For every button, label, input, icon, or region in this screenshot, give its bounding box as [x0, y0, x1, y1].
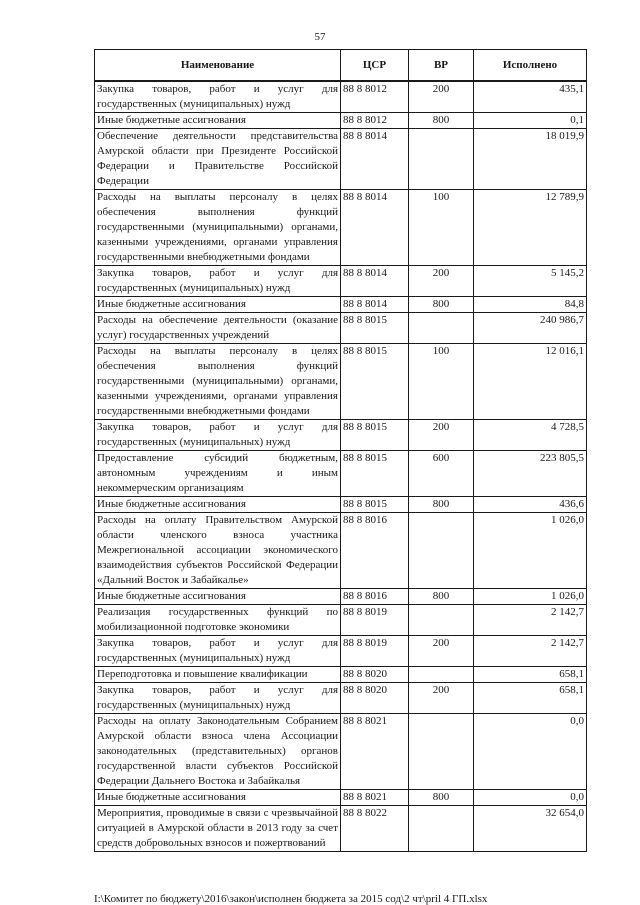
row-vr-cell: 200 [409, 266, 474, 297]
row-done-cell: 0,1 [474, 113, 587, 129]
table-row [95, 297, 587, 313]
row-name-cell: Расходы на выплаты персоналу в целях обеспечения выполнения функций государственными (муниципальными) органами, казенными учреждениями, органами управления государственными внебюджетными фондами [95, 344, 341, 420]
row-csr-cell: 88 8 8016 [341, 513, 409, 589]
row-name-cell: Расходы на выплаты персоналу в целях обеспечения выполнения функций государственными (муниципальными) органами, казенными учреждениями, органами управления государственными внебюджетными фондами [95, 190, 341, 266]
row-done-cell: 5 145,2 [474, 266, 587, 297]
row-csr-cell: 88 8 8015 [341, 451, 409, 497]
row-csr-cell: 88 8 8015 [341, 497, 409, 513]
table-row [95, 806, 587, 852]
row-name-cell: Иные бюджетные ассигнования [95, 497, 341, 513]
table-row [95, 497, 587, 513]
row-name-cell: Реализация государственных функций по мобилизационной подготовке экономики [95, 605, 341, 636]
row-vr-cell: 800 [409, 113, 474, 129]
row-name-cell: Предоставление субсидий бюджетным, автономным учреждениям и иным некоммерческим организациям [95, 451, 341, 497]
row-vr-cell [409, 513, 474, 589]
table-row [95, 667, 587, 683]
row-done-cell: 4 728,5 [474, 420, 587, 451]
row-done-cell: 12 789,9 [474, 190, 587, 266]
row-done-cell: 0,0 [474, 714, 587, 790]
budget-table [94, 49, 587, 852]
table-row [95, 714, 587, 790]
header-csr: ЦСР [341, 50, 409, 82]
row-vr-cell [409, 313, 474, 344]
row-name-cell: Иные бюджетные ассигнования [95, 790, 341, 806]
row-name-cell: Закупка товаров, работ и услуг для государственных (муниципальных) нужд [95, 636, 341, 667]
footer-file-path: I:\Комитет по бюджету\2016\закон\исполнен бюджета за 2015 сод\2 чт\pril 4 ГП.xlsx [94, 893, 488, 905]
row-vr-cell: 200 [409, 683, 474, 714]
row-done-cell: 436,6 [474, 497, 587, 513]
table-row [95, 190, 587, 266]
row-vr-cell: 600 [409, 451, 474, 497]
table-row [95, 113, 587, 129]
row-done-cell: 32 654,0 [474, 806, 587, 852]
row-name-cell: Расходы на обеспечение деятельности (оказание услуг) государственных учреждений [95, 313, 341, 344]
row-csr-cell: 88 8 8021 [341, 790, 409, 806]
table-row [95, 129, 587, 190]
row-csr-cell: 88 8 8014 [341, 297, 409, 313]
row-csr-cell: 88 8 8019 [341, 605, 409, 636]
row-done-cell: 658,1 [474, 667, 587, 683]
row-vr-cell: 800 [409, 589, 474, 605]
row-vr-cell [409, 806, 474, 852]
row-done-cell: 223 805,5 [474, 451, 587, 497]
row-done-cell: 1 026,0 [474, 513, 587, 589]
table-row [95, 683, 587, 714]
row-csr-cell: 88 8 8022 [341, 806, 409, 852]
row-name-cell: Мероприятия, проводимые в связи с чрезвычайной ситуацией в Амурской области в 2013 году за счет средств добровольных взносов и пожертвований [95, 806, 341, 852]
header-name: Наименование [95, 50, 341, 82]
row-vr-cell [409, 714, 474, 790]
row-name-cell: Переподготовка и повышение квалификации [95, 667, 341, 683]
row-csr-cell: 88 8 8021 [341, 714, 409, 790]
row-done-cell: 18 019,9 [474, 129, 587, 190]
table-row [95, 420, 587, 451]
table-header-row [95, 50, 587, 82]
row-csr-cell: 88 8 8014 [341, 190, 409, 266]
row-done-cell: 84,8 [474, 297, 587, 313]
row-vr-cell [409, 667, 474, 683]
header-done: Исполнено [474, 50, 587, 82]
row-name-cell: Закупка товаров, работ и услуг для государственных (муниципальных) нужд [95, 81, 341, 113]
row-csr-cell: 88 8 8014 [341, 266, 409, 297]
table-body [95, 81, 587, 852]
table-row [95, 636, 587, 667]
row-vr-cell [409, 605, 474, 636]
row-name-cell: Обеспечение деятельности представительства Амурской области при Президенте Российской Федерации и Правительстве Российской Федерации [95, 129, 341, 190]
row-csr-cell: 88 8 8016 [341, 589, 409, 605]
row-vr-cell: 800 [409, 790, 474, 806]
row-name-cell: Расходы на оплату Правительством Амурской области членского взноса участника Межрегиональной ассоциации экономического взаимодействия субъектов Российской Федерации «Дальний Восток и Забайкалье» [95, 513, 341, 589]
row-name-cell: Закупка товаров, работ и услуг для государственных (муниципальных) нужд [95, 683, 341, 714]
row-csr-cell: 88 8 8019 [341, 636, 409, 667]
table-row [95, 81, 587, 113]
row-csr-cell: 88 8 8020 [341, 667, 409, 683]
table-row [95, 344, 587, 420]
row-done-cell: 658,1 [474, 683, 587, 714]
row-done-cell: 435,1 [474, 81, 587, 113]
row-done-cell: 2 142,7 [474, 636, 587, 667]
page-number: 57 [314, 31, 326, 43]
row-name-cell: Закупка товаров, работ и услуг для государственных (муниципальных) нужд [95, 420, 341, 451]
row-done-cell: 1 026,0 [474, 589, 587, 605]
row-vr-cell: 200 [409, 420, 474, 451]
row-done-cell: 240 986,7 [474, 313, 587, 344]
table-row [95, 266, 587, 297]
table-row [95, 790, 587, 806]
row-vr-cell: 200 [409, 636, 474, 667]
row-name-cell: Расходы на оплату Законодательным Собранием Амурской области взноса члена Ассоциации законодательных (представительных) органов государственной власти субъектов Российской Федерации Дальнего Востока и Забайкалья [95, 714, 341, 790]
row-csr-cell: 88 8 8020 [341, 683, 409, 714]
row-vr-cell: 100 [409, 344, 474, 420]
row-done-cell: 0,0 [474, 790, 587, 806]
row-csr-cell: 88 8 8014 [341, 129, 409, 190]
row-csr-cell: 88 8 8015 [341, 344, 409, 420]
row-name-cell: Закупка товаров, работ и услуг для государственных (муниципальных) нужд [95, 266, 341, 297]
row-csr-cell: 88 8 8015 [341, 313, 409, 344]
row-csr-cell: 88 8 8012 [341, 81, 409, 113]
table-row [95, 313, 587, 344]
row-done-cell: 2 142,7 [474, 605, 587, 636]
row-csr-cell: 88 8 8015 [341, 420, 409, 451]
row-vr-cell: 100 [409, 190, 474, 266]
header-vr: ВР [409, 50, 474, 82]
table-row [95, 589, 587, 605]
row-vr-cell: 800 [409, 497, 474, 513]
table-row [95, 451, 587, 497]
row-vr-cell: 800 [409, 297, 474, 313]
row-vr-cell [409, 129, 474, 190]
row-name-cell: Иные бюджетные ассигнования [95, 113, 341, 129]
table-row [95, 605, 587, 636]
row-name-cell: Иные бюджетные ассигнования [95, 297, 341, 313]
row-csr-cell: 88 8 8012 [341, 113, 409, 129]
row-done-cell: 12 016,1 [474, 344, 587, 420]
row-vr-cell: 200 [409, 81, 474, 113]
row-name-cell: Иные бюджетные ассигнования [95, 589, 341, 605]
table-row [95, 513, 587, 589]
